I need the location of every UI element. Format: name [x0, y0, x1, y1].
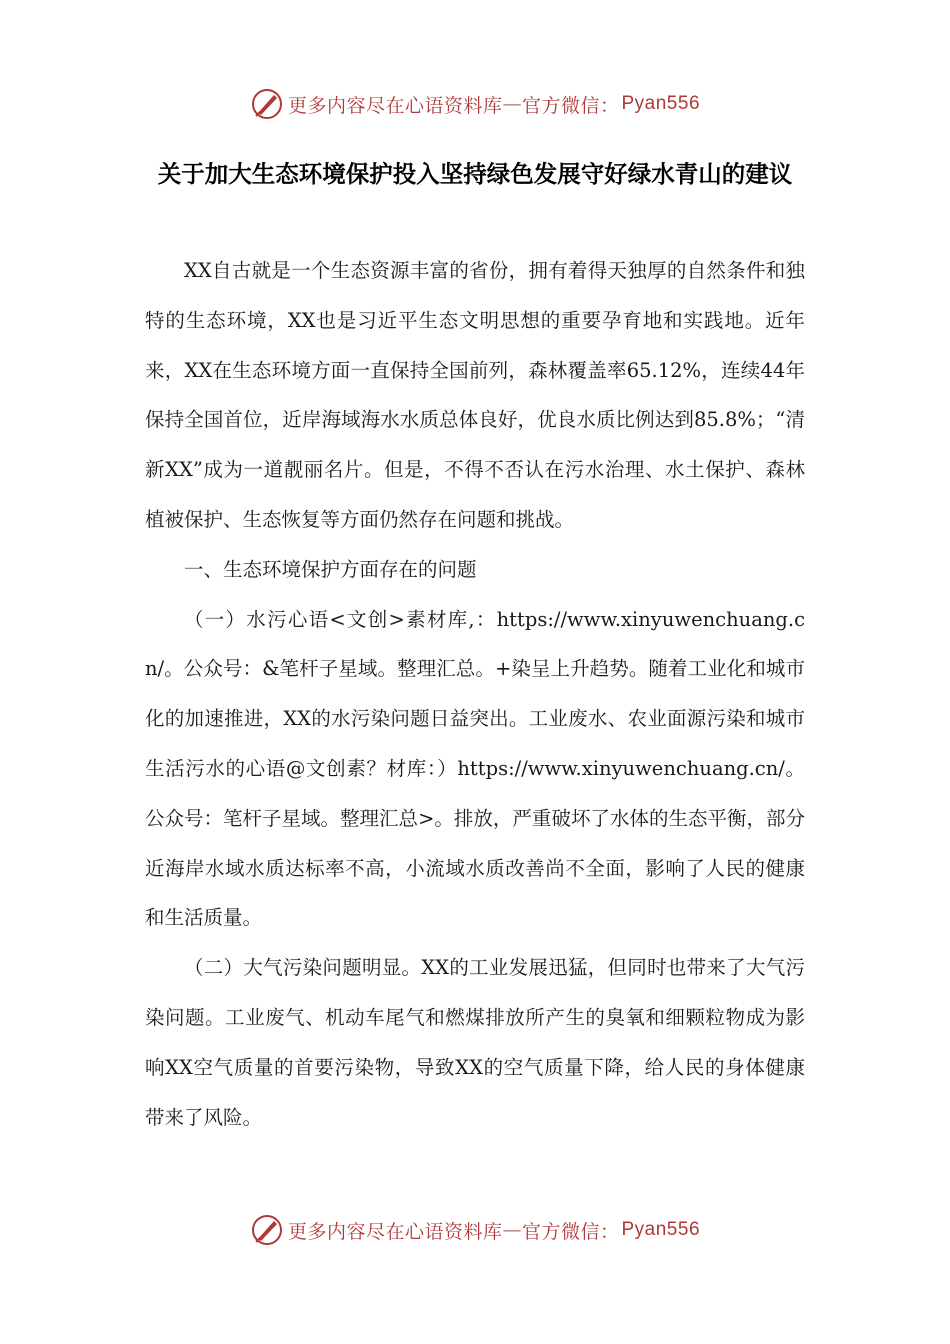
watermark-dash: —	[502, 93, 522, 115]
document-body	[145, 246, 805, 1142]
watermark-header	[0, 84, 950, 124]
watermark-label: 官方微信：	[521, 1220, 620, 1243]
watermark-footer	[0, 1210, 950, 1250]
watermark-brand: 更多内容尽在心语资料库	[287, 94, 503, 117]
quill-logo-icon	[250, 1213, 284, 1247]
watermark-brand: 更多内容尽在心语资料库	[287, 1220, 503, 1243]
section-heading: 一、生态环境保护方面存在的问题	[184, 557, 477, 581]
paragraph-water-pollution: （一）水污心语<文创>素材库,：https://www.xinyuwenchuang.cn/。公众号：&笔杆子星域。整理汇总。+染呈上升趋势。随着工业化和城市化的加速推进，XX的水污染问题日益突出。工业废水、农业面源污染和城市生活污水的心语@文创素？材库：）https://www.xinyuwenchuang.cn/。公众号：笔杆子星域。整理汇总>。排放，严重破坏了水体的生态平衡，部分近海岸水域水质达标率不高，小流域水质改善尚不全面，影响了人民的健康和生活质量。	[145, 607, 805, 930]
watermark-wechat-id: Pyan556	[621, 1219, 701, 1240]
document-title: 关于加大生态环境保护投入坚持绿色发展守好绿水青山的建议	[157, 160, 793, 188]
watermark-label: 官方微信：	[521, 94, 620, 117]
watermark-dash: —	[502, 1219, 522, 1241]
paragraph-intro: XX自古就是一个生态资源丰富的省份，拥有着得天独厚的自然条件和独特的生态环境，XX也是习近平生态文明思想的重要孕育地和实践地。近年来，XX在生态环境方面一直保持全国前列，森林覆盖率65.12%，连续44年保持全国首位，近岸海域海水水质总体良好，优良水质比例达到85.8%；“清新XX”成为一道靓丽名片。但是，不得不否认在污水治理、水土保护、森林植被保护、生态恢复等方面仍然存在问题和挑战。	[145, 259, 805, 531]
quill-logo-icon	[250, 87, 284, 121]
paragraph-air-pollution: （二）大气污染问题明显。XX的工业发展迅猛，但同时也带来了大气污染问题。工业废气、机动车尾气和燃煤排放所产生的臭氧和细颗粒物成为影响XX空气质量的首要污染物，导致XX的空气质量下降，给人民的身体健康带来了风险。	[145, 956, 805, 1129]
watermark-wechat-id: Pyan556	[621, 93, 701, 114]
